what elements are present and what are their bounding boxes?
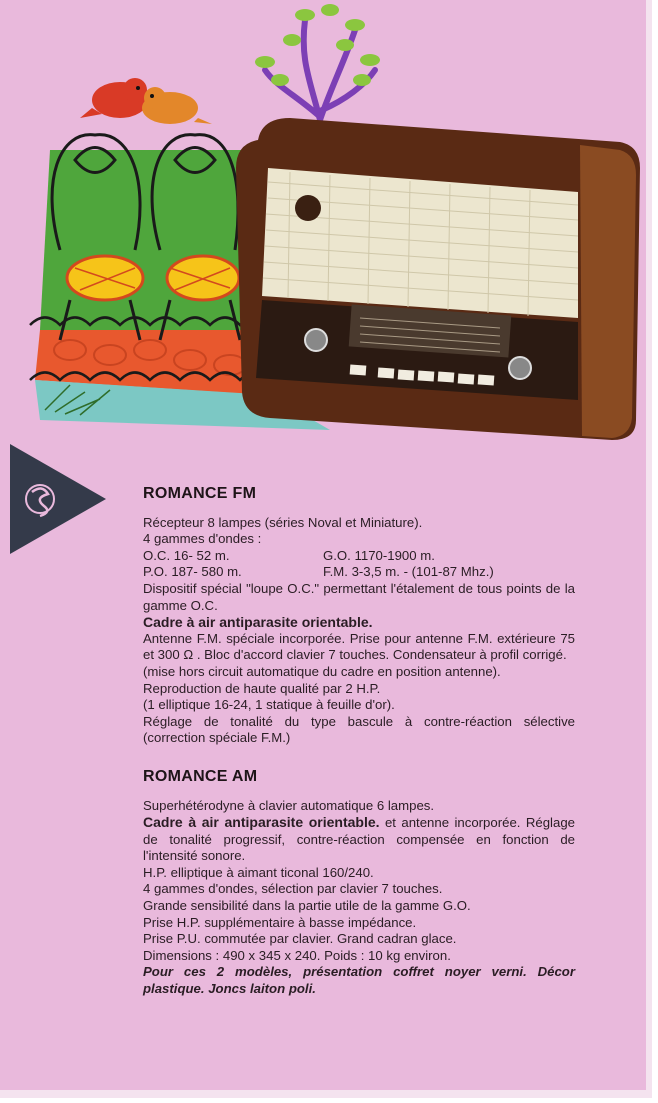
plant-icon bbox=[255, 4, 380, 120]
fm-antenne: Antenne F.M. spéciale incorporée. Prise pour antenne F.M. extérieure 75 et 300 Ω . Bloc d'accord clavier 7 touches. Condensateur à profil corrigé. bbox=[143, 630, 575, 663]
am-cadre: Cadre à air antiparasite orientable. bbox=[143, 814, 380, 831]
radio-illustration bbox=[0, 0, 646, 450]
am-cadre-rest: et antenne incorporée. Réglage de tonalité progressif, contre-réaction compensée en fonction de l'intensité sonore. bbox=[143, 815, 575, 864]
am-closing: Pour ces 2 modèles, présentation coffret noyer verni. Décor plastique. Joncs laiton poli. bbox=[143, 964, 575, 997]
fm-band-fm: F.M. 3-3,5 m. - (101-87 Mhz.) bbox=[323, 564, 494, 580]
birds-icon bbox=[80, 78, 212, 124]
am-prise-pu: Prise P.U. commutée par clavier. Grand cadran glace. bbox=[143, 931, 457, 947]
model-title-romance-am: ROMANCE AM bbox=[143, 767, 258, 785]
am-cadre-paragraph bbox=[143, 814, 575, 865]
fm-band-po: P.O. 187- 580 m. bbox=[143, 564, 242, 580]
specifications-text bbox=[143, 486, 575, 998]
radio-icon bbox=[236, 118, 640, 440]
fm-cadre: Cadre à air antiparasite orientable. bbox=[143, 614, 373, 631]
am-dimensions: Dimensions : 490 x 345 x 240. Poids : 10 kg environ. bbox=[143, 947, 451, 963]
fm-band-go: G.O. 1170-1900 m. bbox=[323, 547, 435, 563]
fm-intro: Récepteur 8 lampes (séries Noval et Miniature). bbox=[143, 514, 423, 530]
fm-bands-label: 4 gammes d'ondes : bbox=[143, 531, 262, 547]
am-sensibilite: Grande sensibilité dans la partie utile de la gamme G.O. bbox=[143, 898, 471, 914]
fm-mise: (mise hors circuit automatique du cadre en position antenne). bbox=[143, 663, 501, 679]
fm-bands-table bbox=[143, 548, 575, 581]
fm-repro: Reproduction de haute qualité par 2 H.P. bbox=[143, 680, 381, 696]
am-intro: Superhétérodyne à clavier automatique 6 lampes. bbox=[143, 797, 435, 813]
am-bands: 4 gammes d'ondes, sélection par clavier 7 touches. bbox=[143, 881, 443, 897]
am-hp: H.P. elliptique à aimant ticonal 160/240. bbox=[143, 864, 374, 880]
brand-logo-icon bbox=[10, 444, 106, 554]
fm-band-oc: O.C. 16- 52 m. bbox=[143, 547, 230, 563]
fm-reglage: Réglage de tonalité du type bascule à contre-réaction sélective (correction spéciale F.M.) bbox=[143, 713, 575, 746]
fm-hp: (1 elliptique 16-24, 1 statique à feuille d'or). bbox=[143, 697, 395, 713]
fm-loupe: Dispositif spécial "loupe O.C." permettant l'étalement de tous points de la gamme O.C. bbox=[143, 580, 575, 613]
am-prise-hp: Prise H.P. supplémentaire à basse impédance. bbox=[143, 914, 417, 930]
model-title-romance-fm: ROMANCE FM bbox=[143, 485, 257, 502]
